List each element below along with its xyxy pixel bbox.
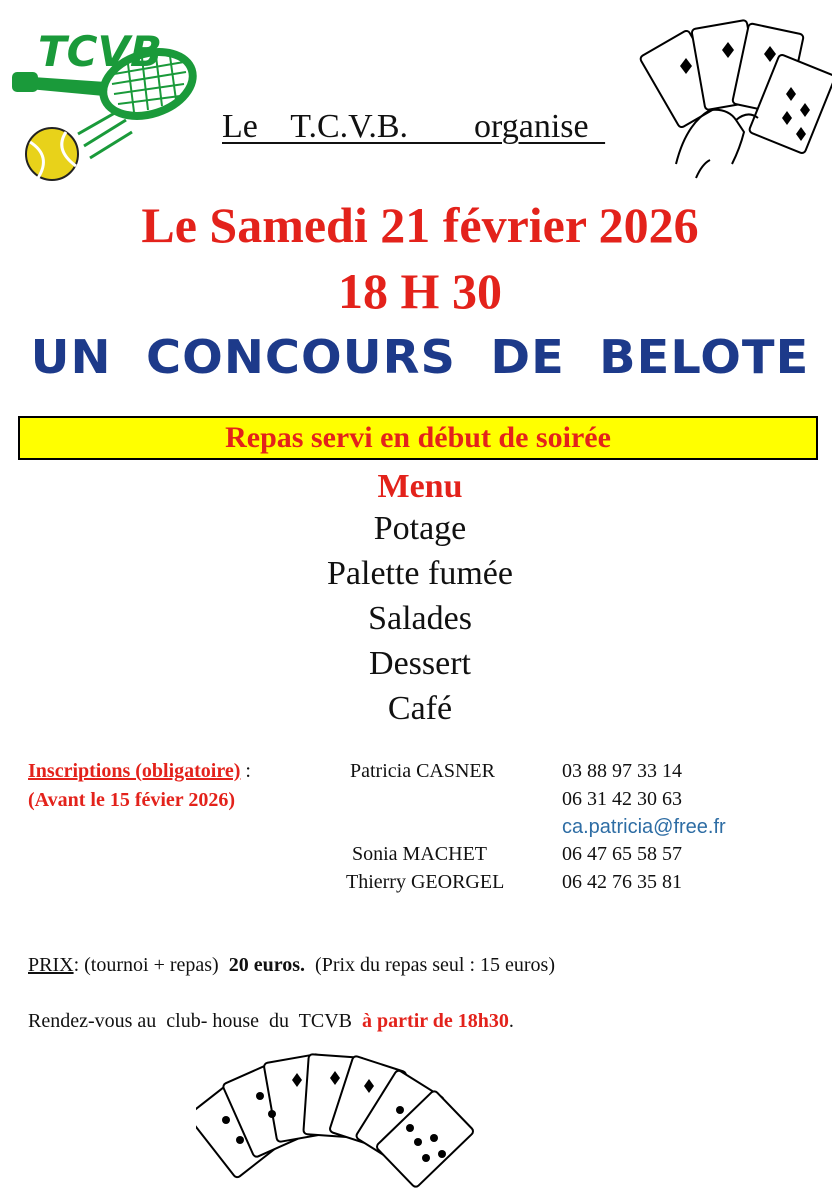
menu-item: Dessert [369, 645, 471, 682]
menu-item: Palette fumée [327, 555, 513, 592]
tennis-ball-icon [26, 128, 78, 180]
price-label: PRIX [28, 954, 74, 976]
playing-cards-hand-icon [636, 14, 832, 180]
menu-item: Potage [373, 510, 467, 547]
menu-title: Menu [377, 468, 463, 505]
contact-name: Thierry GEORGEL [346, 871, 505, 893]
price-amount: 20 euros. [228, 954, 306, 976]
playing-cards-fan-icon [196, 1050, 494, 1190]
menu-item: Café [387, 690, 453, 727]
contact-phone: 03 88 97 33 14 [562, 760, 682, 782]
meeting-line [28, 1010, 514, 1033]
meeting-end: . [508, 1010, 514, 1032]
event-title: UN CONCOURS DE BELOTE [30, 330, 810, 384]
price-detail: : (tournoi + repas) [73, 954, 229, 976]
event-time: 18 H 30 [338, 263, 502, 319]
menu-item: Salades [368, 600, 472, 637]
registration-label-suffix: : [240, 760, 251, 782]
contact-name: Sonia MACHET [352, 843, 487, 865]
meal-banner: Repas servi en début de soirée [18, 416, 818, 460]
price-line [28, 954, 555, 977]
contact-email-link[interactable]: ca.patricia@free.fr [562, 816, 726, 838]
price-meal-only: (Prix du repas seul : 15 euros) [305, 954, 555, 976]
meeting-time: à partir de 18h30 [362, 1010, 509, 1032]
contact-name: Patricia CASNER [350, 760, 495, 782]
meeting-text: Rendez-vous au club- house du TCVB [28, 1010, 363, 1032]
registration-deadline: (Avant le 15 févier 2026) [28, 789, 235, 811]
event-date: Le Samedi 21 février 2026 [141, 197, 699, 253]
logo-text: TCVB [38, 27, 162, 76]
contact-phone: 06 42 76 35 81 [562, 871, 682, 893]
organiser-line: Le T.C.V.B. organise [222, 108, 606, 145]
registration-label [28, 760, 251, 783]
contact-phone: 06 47 65 58 57 [562, 843, 682, 865]
tcvb-logo [8, 14, 208, 184]
registration-label-text: Inscriptions (obligatoire) [28, 760, 241, 782]
contact-phone: 06 31 42 30 63 [562, 788, 682, 810]
